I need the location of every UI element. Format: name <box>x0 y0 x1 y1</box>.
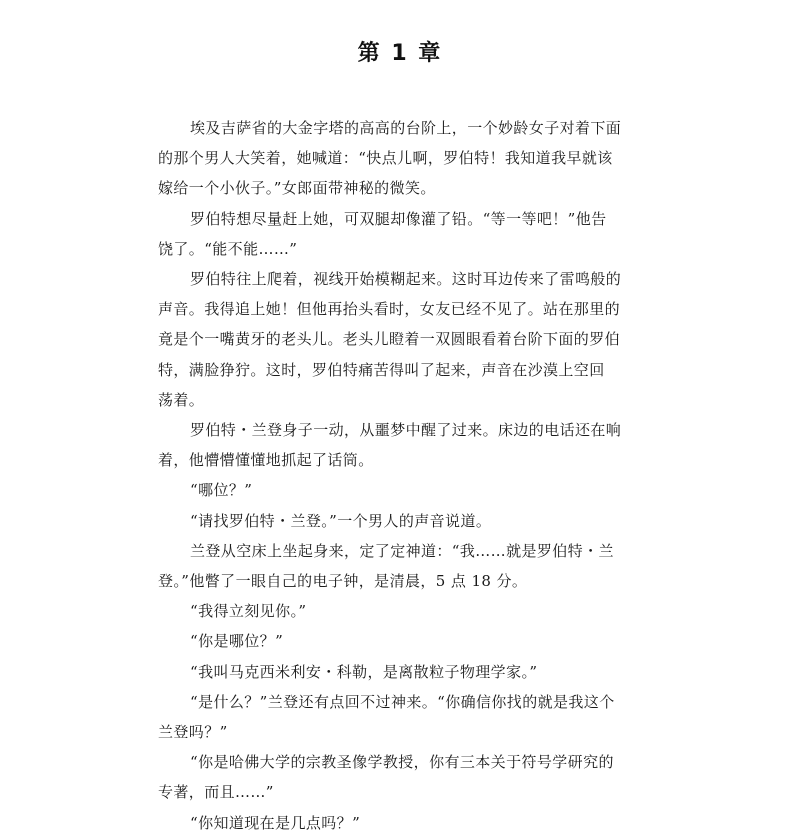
text-line: 兰登吗？” <box>158 723 228 742</box>
paragraph <box>158 506 648 536</box>
text-line: “是什么？”兰登还有点回不过神来。“你确信你找的就是我这个 <box>190 692 615 711</box>
text-line: “我叫马克西米利安・科勒，是离散粒子物理学家。” <box>190 662 538 681</box>
text-line: 的那个男人大笑着，她喊道：“快点儿啊，罗伯特！我知道我早就该 <box>158 149 613 168</box>
paragraph <box>158 264 648 415</box>
paragraph <box>158 204 648 264</box>
text-line: 埃及吉萨省的大金字塔的高高的台阶上，一个妙龄女子对着下面 <box>190 119 622 137</box>
text-line: 特，满脸狰狞。这时，罗伯特痛苦得叫了起来，声音在沙漠上空回 <box>158 360 605 379</box>
text-line: “你知道现在是几点吗？” <box>190 813 361 832</box>
text-line: 专著，而且……” <box>158 783 274 802</box>
paragraph <box>158 113 648 204</box>
text-line: 兰登从空床上坐起身来，定了定神道：“我……就是罗伯特・兰 <box>190 541 614 560</box>
text-line: 罗伯特・兰登身子一动，从噩梦中醒了过来。床边的电话还在响 <box>190 421 622 440</box>
paragraph <box>158 808 648 838</box>
text-line: 登。”他瞥了一眼自己的电子钟，是清晨，5 点 18 分。 <box>158 572 528 591</box>
text-line: 饶了。“能不能……” <box>158 239 298 258</box>
text-line: 嫁给一个小伙子。”女郎面带神秘的微笑。 <box>158 179 436 198</box>
text-line: “哪位？” <box>190 481 253 500</box>
text-line: 声音。我得追上她！但他再抬头看时，女友已经不见了。站在那里的 <box>158 300 621 319</box>
paragraph <box>158 596 648 626</box>
chapter-title: 第 1 章 <box>357 41 443 66</box>
text-line: 罗伯特想尽量赶上她，可双腿却像灌了铅。“等一等吧！”他告 <box>190 209 607 228</box>
paragraph <box>158 687 648 747</box>
paragraph <box>158 536 648 596</box>
text-line: 着，他懵懵懂懂地抓起了话筒。 <box>158 451 374 470</box>
text-line: 罗伯特往上爬着，视线开始模糊起来。这时耳边传来了雷鸣般的 <box>190 270 622 289</box>
text-line: “你是哈佛大学的宗教圣像学教授，你有三本关于符号学研究的 <box>190 753 614 772</box>
text-line: “请找罗伯特・兰登。”一个男人的声音说道。 <box>190 511 492 530</box>
paragraph <box>158 415 648 475</box>
text-line: 荡着。 <box>158 390 205 409</box>
text-line: “你是哪位？” <box>190 632 284 651</box>
text-line: 竟是个一嘴黄牙的老头儿。老头儿瞪着一双圆眼看着台阶下面的罗伯 <box>158 330 621 349</box>
paragraph <box>158 626 648 656</box>
paragraph <box>158 475 648 505</box>
paragraph <box>158 657 648 687</box>
text-line: “我得立刻见你。” <box>190 602 307 621</box>
body-text <box>158 113 648 838</box>
paragraph <box>158 747 648 807</box>
